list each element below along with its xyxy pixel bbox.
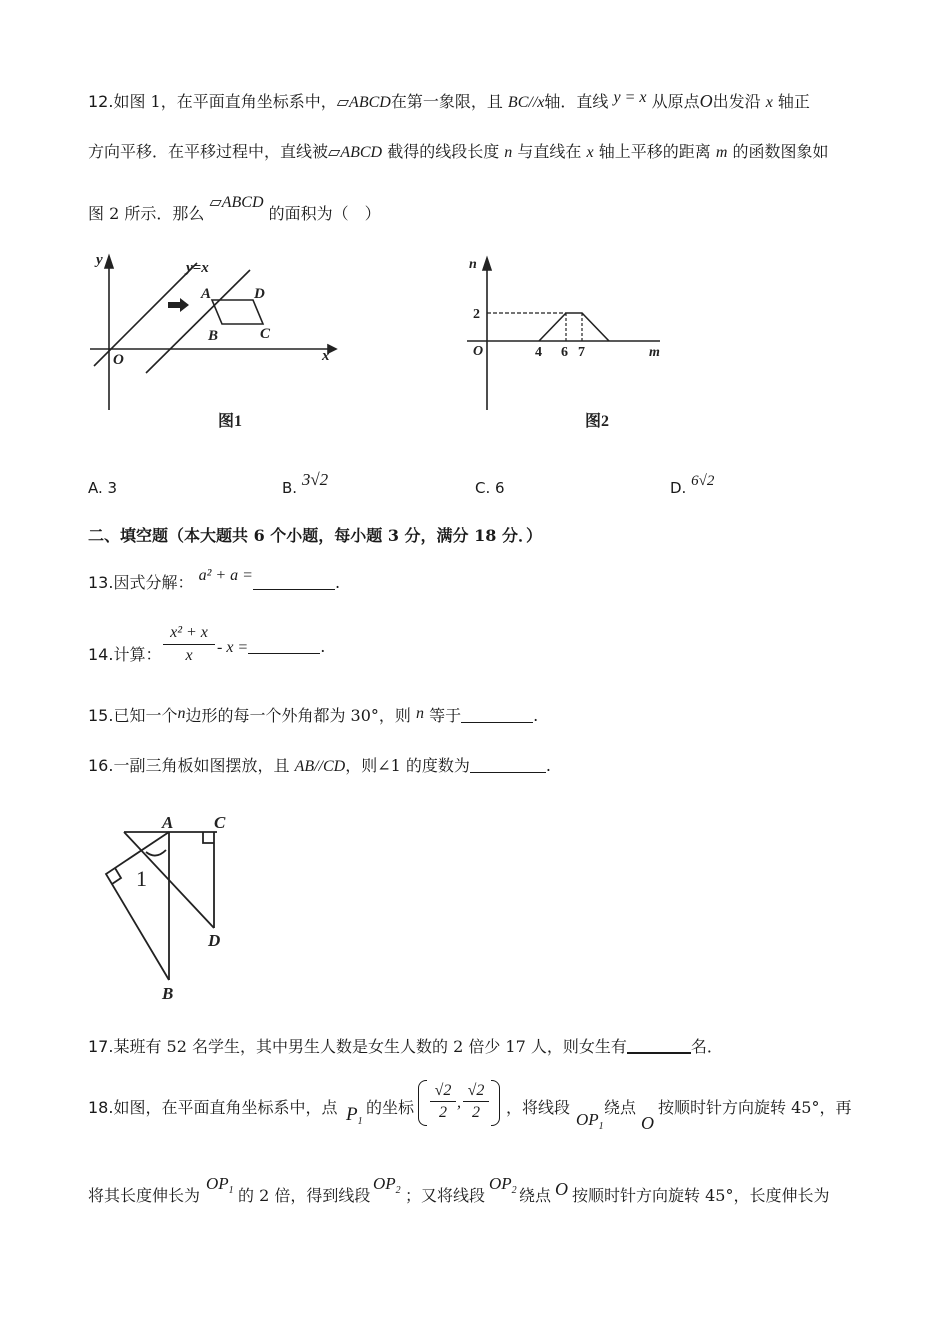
q15 (88, 705, 538, 728)
q13-text: 因式分解： (113, 573, 194, 592)
q18-op1 (576, 1109, 604, 1138)
q16-label-a: A (162, 813, 174, 832)
q18-frac1 (430, 1080, 456, 1123)
q18-p1 (346, 1104, 363, 1133)
fig1-move-arrow-icon (168, 298, 189, 312)
fig2-tick-7: 7 (578, 345, 585, 360)
q16-figure (96, 810, 246, 1005)
q18-line1-d: 绕点 (604, 1098, 637, 1117)
q18-p1-letter: P (346, 1104, 358, 1125)
q18-line2-a: 将其长度伸长为 (88, 1186, 201, 1205)
q18-p1-sub: 1 (357, 1116, 363, 1128)
q18-frac2 (463, 1080, 489, 1123)
fig2-label-2: 2 (473, 307, 480, 322)
q15-number: 15. (88, 706, 114, 725)
fig2-caption: 图2 (585, 413, 610, 430)
q18-line2 (88, 1185, 200, 1207)
q18-line1-e: 按顺时针方向旋转 45°，再 (658, 1098, 852, 1117)
q17-number: 17. (88, 1037, 114, 1056)
q12-number: 12. (88, 92, 114, 111)
q18-paren-left (418, 1080, 427, 1126)
fig1-label-y: y (96, 252, 103, 268)
q18-frac1-den: 2 (439, 1104, 447, 1121)
q14-rest (217, 636, 325, 659)
fig1-label-o: O (113, 352, 124, 368)
q16-right-angle-mark-left (112, 868, 121, 884)
q15-answer-blank[interactable] (461, 706, 533, 723)
q14-text: 计算： (113, 645, 162, 664)
q12-line3 (88, 194, 381, 226)
q16-number: 16. (88, 756, 114, 775)
q13-end: . (334, 573, 341, 592)
q12-line1-a: 如图 1，在平面直角坐标系中， (113, 92, 337, 111)
q12-line1-shape: ▱ABCD (336, 94, 391, 111)
option-a-letter: A. (88, 479, 103, 497)
fig2-n-arrow (483, 258, 491, 270)
q18-line2-op2b (489, 1173, 517, 1202)
q15-b: 边形的每一个外角都为 30°，则 (185, 706, 411, 725)
q18-comma: , (457, 1094, 461, 1111)
q15-a: 已知一个 (113, 706, 178, 725)
option-b[interactable] (282, 470, 329, 499)
q14-end: . (320, 637, 326, 656)
q13-expr: a² + a = (198, 567, 253, 584)
q18-line2-b: 的 2 倍，得到线段 (238, 1186, 371, 1205)
q12-line2-d: 轴上平移的距离 (598, 142, 711, 161)
q14-number: 14. (88, 645, 114, 664)
q12-line2-shape: ▱ABCD (328, 144, 383, 161)
q18-op1-sub: 1 (598, 1121, 604, 1133)
q12-line2-m: m (715, 144, 728, 161)
fig1-label-x: x (322, 348, 330, 364)
fig1-y-arrow (105, 256, 113, 268)
q12-line1-x: x (765, 94, 773, 111)
q12-line1 (88, 90, 810, 114)
fig2-label-o: O (473, 344, 484, 359)
q18-op1-letters: OP (576, 1110, 599, 1129)
q14-answer-blank[interactable] (248, 637, 320, 654)
q18-line2-c: ；又将线段 (405, 1186, 486, 1205)
option-a-value: 3 (107, 479, 118, 497)
section-2-title: 二、填空题（本大题共 6 个小题，每小题 3 分，满分 18 分．） (88, 526, 542, 545)
option-c[interactable] (475, 477, 505, 499)
q18-line2-op1-letters: OP (206, 1174, 229, 1193)
q18-line2-op1-sub: 1 (228, 1185, 234, 1197)
q14-rest-expr: - x = (217, 639, 249, 656)
q14-denominator: x (185, 647, 193, 664)
q12-line2 (88, 141, 828, 164)
q12-line2-c: 与直线在 (517, 142, 582, 161)
option-d-value: 6√2 (691, 473, 715, 489)
q15-end: . (533, 706, 539, 725)
fig1-label-c: C (260, 326, 271, 342)
q16 (88, 755, 551, 778)
q15-c: 等于 (429, 706, 462, 725)
q18-number: 18. (88, 1098, 114, 1117)
q12-line3-b: 的面积为（ ） (268, 204, 381, 223)
q16-ab: AB//CD (294, 758, 346, 775)
q12-line1-yx: y = x (613, 89, 647, 106)
q16-b: ，则∠1 的度数为 (345, 756, 470, 775)
fig1-label-line: y=x (186, 260, 209, 276)
q17-end: 名． (690, 1037, 723, 1056)
q12-line3-a: 图 2 所示．那么 (88, 204, 205, 223)
q16-right-angle-mark-c (203, 832, 214, 843)
fig2-label-n: n (469, 257, 477, 272)
fig2-tick-6: 6 (561, 345, 568, 360)
fig2-tick-4: 4 (535, 345, 542, 360)
option-d[interactable] (670, 473, 715, 500)
q16-a: 一副三角板如图摆放，且 (113, 756, 290, 775)
q12-line2-b: 截得的线段长度 (387, 142, 500, 161)
q18-line2-d: 绕点 (519, 1186, 552, 1205)
q18-line1 (88, 1097, 337, 1119)
fig1-label-b: B (208, 328, 219, 344)
q16-label-c: C (214, 813, 226, 832)
fig1-caption: 图1 (218, 413, 243, 430)
q18-line2-o: O (555, 1179, 568, 1199)
q17-a: 某班有 52 名学生，其中男生人数是女生人数的 2 倍少 17 人，则女生有 (113, 1037, 627, 1056)
q12-line1-f: 轴正 (777, 92, 810, 111)
q12-line1-b: 在第一象限，且 (390, 92, 503, 111)
q18-line1-b: 的坐标 (366, 1098, 415, 1117)
q12-line2-n: n (504, 144, 513, 161)
q14-fraction (163, 622, 215, 667)
option-c-letter: C. (475, 479, 491, 497)
q12-line1-d: 从原点 (651, 92, 700, 111)
q12-line1-e: 出发沿 (712, 92, 761, 111)
q18-line2-op1 (206, 1173, 234, 1202)
q15-n2: n (416, 705, 425, 722)
q18-frac1-num: √2 (430, 1080, 456, 1102)
q13 (88, 567, 341, 595)
q12-line2-e: 的函数图象如 (732, 142, 829, 161)
q16-angle-1-arc (146, 850, 166, 856)
fig1-label-a: A (201, 286, 212, 302)
q12-line3-shape: ▱ABCD (209, 194, 264, 211)
q12-line2-a: 方向平移．在平移过程中，直线被 (88, 142, 329, 161)
q14-numerator: x² + x (163, 622, 215, 645)
q18-line1-c: ，将线段 (506, 1098, 571, 1117)
q16-end: . (545, 756, 552, 775)
q12-line1-c: 轴．直线 (544, 92, 609, 111)
q18-paren-right (491, 1080, 500, 1126)
q18-line1-a: 如图，在平面直角坐标系中，点 (113, 1098, 338, 1117)
q17 (88, 1036, 723, 1058)
fig1-parallelogram (212, 300, 263, 324)
q13-answer-blank[interactable] (253, 573, 335, 590)
q18-line2-op2-letters: OP (373, 1174, 396, 1193)
q16-label-b: B (162, 984, 174, 1003)
q12-line2-x: x (586, 144, 594, 161)
fig1-label-d: D (254, 286, 265, 302)
q12-figure-2 (455, 252, 685, 437)
q12-line1-bc: BC//x (507, 94, 545, 111)
q18-line2-op2-sub: 2 (395, 1185, 401, 1197)
q12-line1-o: O (699, 91, 713, 111)
option-b-letter: B. (282, 479, 298, 497)
q18-line1-o: O (641, 1113, 654, 1133)
q13-number: 13. (88, 573, 114, 592)
q15-n: n (177, 705, 186, 722)
option-c-value: 6 (495, 479, 505, 497)
q18-coordinate (418, 1080, 500, 1126)
fig2-graph (539, 313, 609, 341)
fig1-line-shifted (146, 270, 250, 373)
q12-figure-1 (80, 248, 350, 438)
q18-frac2-num: √2 (463, 1080, 489, 1102)
q18-line2-op2b-sub: 2 (511, 1185, 517, 1197)
q17-answer-blank[interactable] (627, 1036, 691, 1054)
q18-frac2-den: 2 (472, 1104, 480, 1121)
q16-answer-blank[interactable] (470, 756, 546, 773)
fig2-label-m: m (649, 345, 660, 360)
q18-line2-op2 (373, 1173, 401, 1202)
q16-label-d: D (208, 931, 221, 950)
q16-label-angle-1: 1 (136, 866, 147, 891)
q18-line2-op2b-letters: OP (489, 1174, 512, 1193)
option-b-value: 3√2 (301, 470, 329, 489)
option-d-letter: D. (670, 479, 687, 497)
q18-line2-e: 按顺时针方向旋转 45°，长度伸长为 (572, 1186, 830, 1205)
q14 (88, 622, 162, 664)
option-a[interactable] (88, 477, 117, 499)
